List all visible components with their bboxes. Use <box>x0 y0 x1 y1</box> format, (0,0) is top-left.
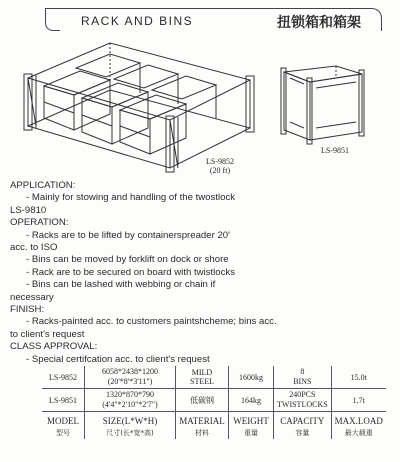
operation-item: - Bins can be lashed with webbing or chain if <box>26 279 216 291</box>
capacity-top: 240PCS <box>289 390 316 399</box>
capacity-top: 8 <box>300 367 305 376</box>
capacity-bottom: TWISTLOCKS <box>277 400 328 409</box>
operation-item: - Bins can be moved by forklift on dock or shore <box>26 254 229 266</box>
cell-size <box>85 366 176 389</box>
size-ft: (4'4"*2'10"*2'7") <box>102 400 158 409</box>
title-chinese: 扭锁箱和箱架 <box>277 15 361 31</box>
size-mm: 6058*2438*1200 <box>102 367 158 376</box>
cell-size <box>85 389 176 412</box>
cell-model: LS-9852 <box>42 366 85 389</box>
cell-material: 低碳钢 <box>176 389 229 412</box>
operation-item-continued: necessary <box>10 291 54 303</box>
operation-heading: OPERATION: <box>10 217 69 229</box>
cell-weight: 164kg <box>229 389 274 412</box>
header-material-cn: 材料 <box>176 427 229 439</box>
header-model-cn: 型号 <box>42 427 85 439</box>
rack-model: LS-9852 <box>206 157 234 166</box>
bin-drawing <box>281 66 364 144</box>
header-weight-cn: 重量 <box>229 427 274 439</box>
header-size: SIZE(L*W*H) <box>102 416 158 426</box>
class-approval-text: - Special certifcation acc. to client's request <box>26 353 210 365</box>
rack-caption <box>190 157 250 175</box>
header-weight: WEIGHT <box>229 412 274 428</box>
header-size-cn: 尺寸(长*宽*高) <box>106 429 154 437</box>
cell-weight: 1600kg <box>229 366 274 389</box>
table-row <box>42 366 386 389</box>
operation-item: - Racks are to be lifted by containerspreader 20' <box>26 229 230 241</box>
rack-drawing <box>24 43 254 172</box>
title-english: RACK AND BINS <box>81 14 194 28</box>
application-heading: APPLICATION: <box>10 180 76 191</box>
header-maxload: MAX.LOAD <box>331 412 386 428</box>
header-maxload-cn: 最大载重 <box>331 427 386 439</box>
page-header <box>45 8 385 34</box>
header-capacity: CAPACITY <box>274 412 332 428</box>
finish-text: - Racks-painted acc. to customers paintshcheme; bins acc. <box>26 316 277 328</box>
size-mm: 1320*870*790 <box>106 390 154 399</box>
bin-caption <box>305 146 365 155</box>
operation-item-continued: acc. to ISO <box>10 242 58 254</box>
capacity-bottom: BINS <box>293 377 312 386</box>
table-row <box>42 389 386 412</box>
bin-model: LS-9851 <box>321 146 349 155</box>
cell-capacity <box>274 389 332 412</box>
cell-model: LS-9851 <box>42 389 85 412</box>
header-capacity-cn: 容量 <box>274 427 332 439</box>
application-text: - Mainly for stowing and handling of the twostlock <box>26 192 236 204</box>
cell-maxload: 1.7t <box>331 389 386 412</box>
table-header-row <box>42 412 386 428</box>
table-header-row-chinese <box>42 427 386 439</box>
cell-material: MILD STEEL <box>176 366 229 389</box>
size-ft: (20'*8'*3'11") <box>107 377 153 386</box>
header-model: MODEL <box>42 412 85 428</box>
cell-capacity <box>274 366 332 389</box>
operation-item: - Rack are to be secured on board with twistlocks <box>26 266 236 278</box>
finish-text-continued: to client's request <box>10 328 85 340</box>
model-code: LS-9810 <box>10 204 47 216</box>
spec-table <box>42 366 386 439</box>
header-tab <box>45 8 60 31</box>
cell-maxload: 15.0t <box>331 366 386 389</box>
description-text <box>10 180 395 366</box>
header-material: MATERIAL <box>176 412 229 428</box>
finish-heading: FINISH: <box>10 304 45 316</box>
rack-size: (20 ft) <box>209 166 231 175</box>
class-approval-heading: CLASS APPROVAL: <box>10 341 98 353</box>
